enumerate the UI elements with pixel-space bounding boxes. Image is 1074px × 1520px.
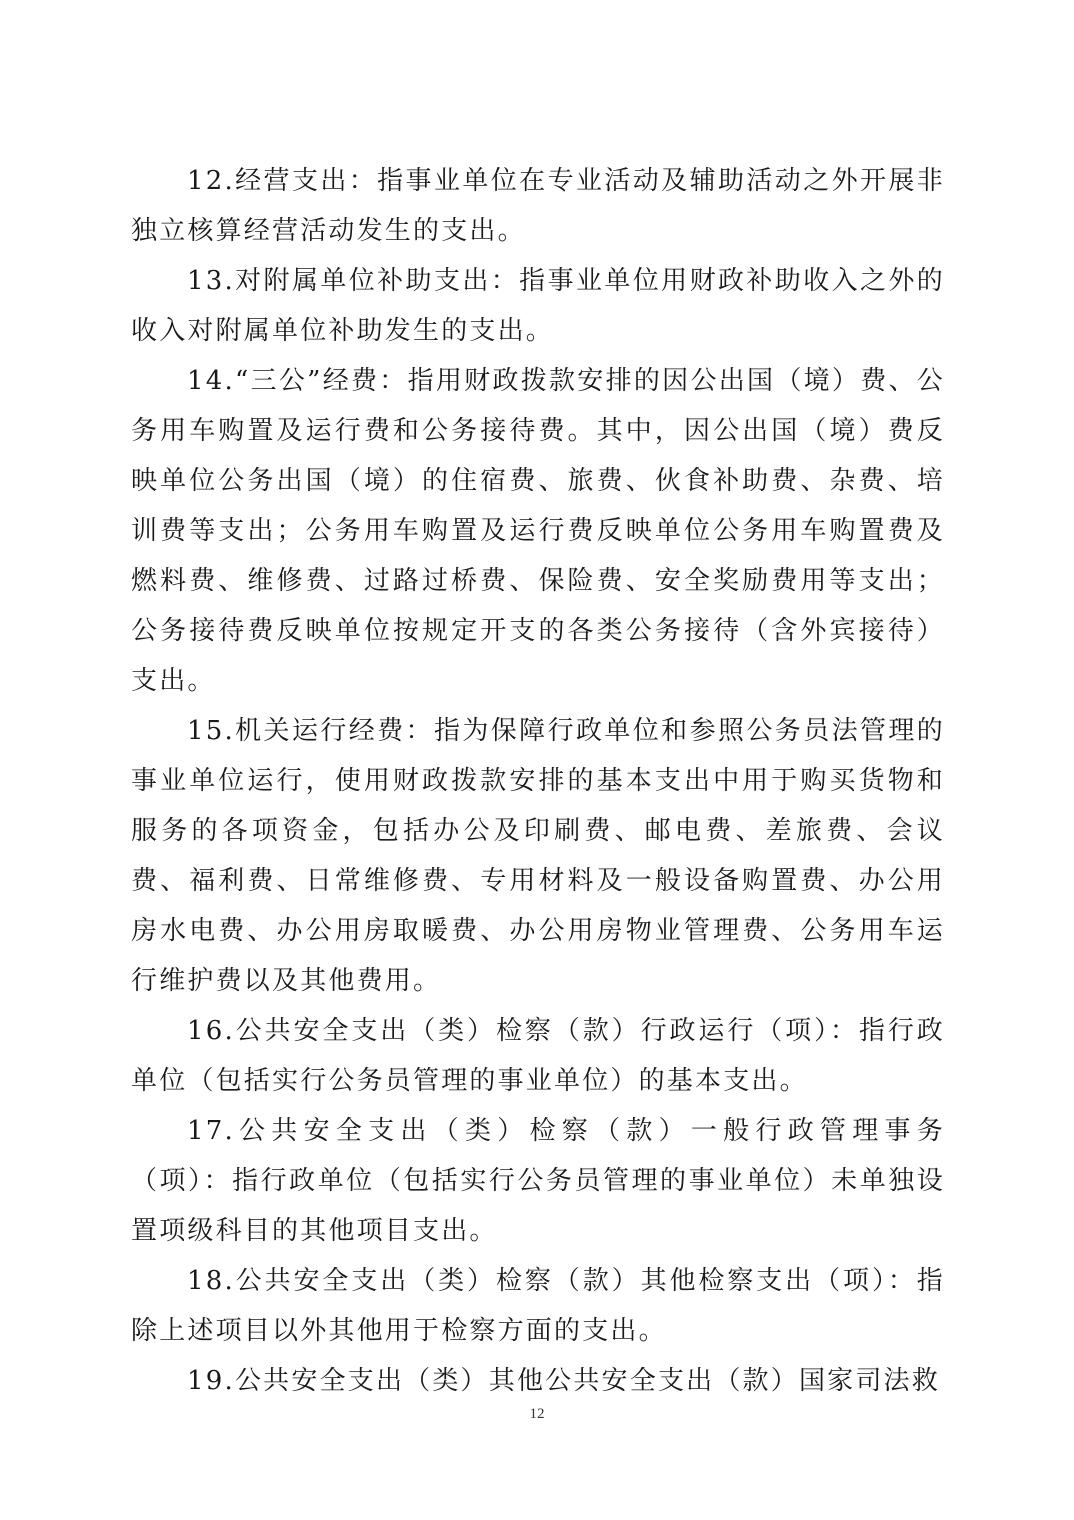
page-number: 12 xyxy=(529,1406,545,1422)
paragraph-13-subsidiary-subsidy: 13.对附属单位补助支出：指事业单位用财政补助收入之外的收入对附属单位补助发生的支出。 xyxy=(131,266,945,346)
paragraph-16-administrative-operation: 16.公共安全支出（类）检察（款）行政运行（项）：指行政单位（包括实行公务员管理的事业单位）的基本支出。 xyxy=(131,1016,945,1096)
paragraph-18-other-procuratorial: 18.公共安全支出（类）检察（款）其他检察支出（项）：指除上述项目以外其他用于检察方面的支出。 xyxy=(131,1266,945,1346)
paragraph-15-operating-expenses: 15.机关运行经费：指为保障行政单位和参照公务员法管理的事业单位运行，使用财政拨款安排的基本支出中用于购买货物和服务的各项资金，包括办公及印刷费、邮电费、差旅费、会议费、福利费、日常维修费、专用材料及一般设备购置费、办公用房水电费、办公用房取暖费、办公用房物业管理费、公务用车运行维护费以及其他费用。 xyxy=(131,716,945,996)
paragraph-17-general-administration: 17.公共安全支出（类）检察（款）一般行政管理事务（项）：指行政单位（包括实行公务员管理的事业单位）未单独设置项级科目的其他项目支出。 xyxy=(131,1116,945,1246)
paragraph-19-judicial-relief: 19.公共安全支出（类）其他公共安全支出（款）国家司法救 xyxy=(187,1366,940,1396)
paragraph-14-three-public-expenses: 14.“三公”经费：指用财政拨款安排的因公出国（境）费、公务用车购置及运行费和公务接待费。其中，因公出国（境）费反映单位公务出国（境）的住宿费、旅费、伙食补助费、杂费、培训费等支出；公务用车购置及运行费反映单位公务用车购置费及燃料费、维修费、过路过桥费、保险费、安全奖励费用等支出；公务接待费反映单位按规定开支的各类公务接待（含外宾接待）支出。 xyxy=(131,366,945,696)
paragraph-12-business-expenditure: 12.经营支出：指事业单位在专业活动及辅助活动之外开展非独立核算经营活动发生的支出。 xyxy=(131,166,945,246)
document-body xyxy=(131,156,945,1406)
